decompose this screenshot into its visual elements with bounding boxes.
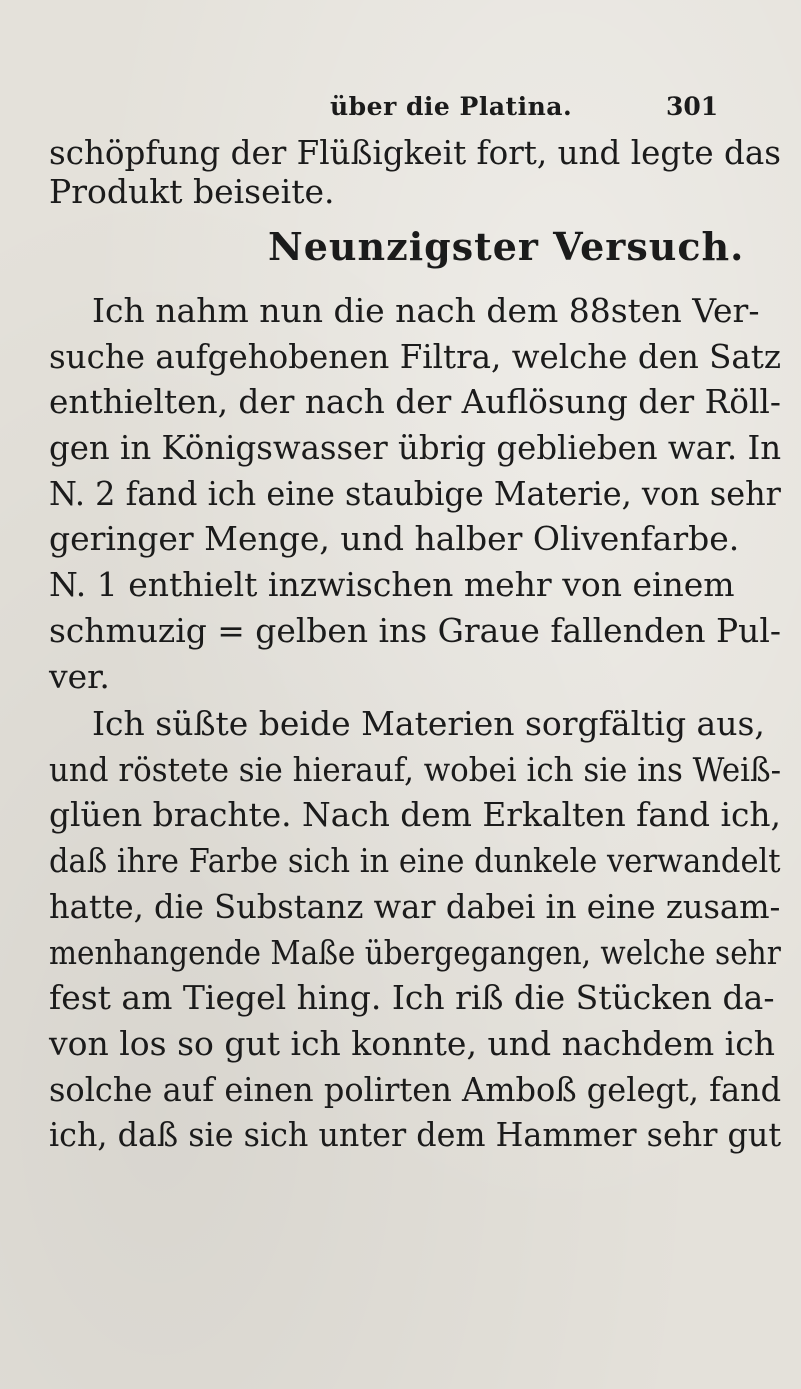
running-head: über die Platina.	[330, 92, 573, 121]
page-header	[0, 92, 801, 126]
text-line: solche auf einen polirten Amboß gelegt, fand	[49, 1070, 782, 1109]
text-line: Ich nahm nun die nach dem 88sten Ver-	[92, 291, 760, 330]
text-line: daß ihre Farbe sich in eine dunkele verwandelt	[49, 841, 781, 880]
text-line: ver.	[49, 657, 110, 696]
page-number: 301	[666, 92, 719, 121]
text-line: und röstete sie hierauf, wobei ich sie ins Weiß-	[49, 750, 782, 789]
text-line: schöpfung der Flüßigkeit fort, und legte das	[49, 133, 781, 172]
text-line: fest am Tiegel hing. Ich riß die Stücken da-	[49, 978, 775, 1017]
text-line: glüen brachte. Nach dem Erkalten fand ich,	[49, 795, 781, 834]
text-line: ich, daß sie sich unter dem Hammer sehr gut	[49, 1115, 782, 1154]
text-line: von los so gut ich konnte, und nachdem ich	[49, 1024, 775, 1063]
text-line: Ich süßte beide Materien sorgfältig aus,	[92, 704, 765, 743]
text-line: geringer Menge, und halber Olivenfarbe.	[49, 519, 740, 558]
text-line: gen in Königswasser übrig geblieben war. In	[49, 428, 782, 467]
text-line: suche aufgehobenen Filtra, welche den Satz	[49, 337, 782, 376]
text-line: hatte, die Substanz war dabei in eine zusam-	[49, 887, 781, 926]
text-line: menhangende Maße übergegangen, welche sehr	[49, 933, 781, 972]
text-line: enthielten, der nach der Auflösung der Röll-	[49, 382, 781, 421]
text-line: Produkt beiseite.	[49, 172, 335, 211]
text-line: N. 2 fand ich eine staubige Materie, von sehr	[49, 474, 781, 513]
section-heading: Neunzigster Versuch.	[268, 224, 745, 269]
text-line: schmuzig = gelben ins Graue fallenden Pul-	[49, 611, 781, 650]
text-line: N. 1 enthielt inzwischen mehr von einem	[49, 565, 735, 604]
